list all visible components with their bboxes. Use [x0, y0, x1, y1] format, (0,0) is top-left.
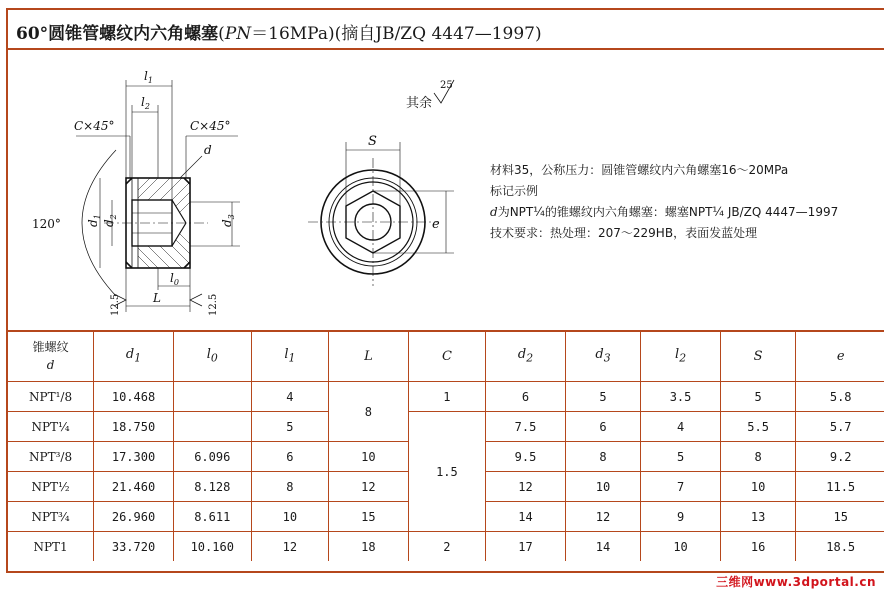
cell-e: 18.5	[796, 532, 884, 562]
cell-d1: 18.750	[94, 412, 174, 442]
cell-l2: 10	[641, 532, 721, 562]
cell-S: 16	[720, 532, 796, 562]
cell-d3: 6	[565, 412, 641, 442]
label-chamfer-left: C×45°	[74, 119, 115, 133]
cell-l0: 8.128	[173, 472, 251, 502]
header-l0: $l_0$	[173, 331, 251, 382]
spec-marking-example: d为NPT¼的锥螺纹内六角螺塞：螺塞NPT¼ JB/ZQ 4447—1997	[490, 205, 839, 219]
spec-material: 材料35，公称压力：圆锥管螺纹内六角螺塞16～20MPa	[490, 163, 789, 177]
cell-S: 13	[720, 502, 796, 532]
label-angle: 120°	[32, 217, 61, 231]
table-row	[8, 532, 884, 562]
cell-d2: 14	[486, 502, 566, 532]
cell-thread: NPT¾	[8, 502, 94, 532]
header-d1: $d_1$	[94, 331, 174, 382]
label-rough-right: 12.5	[208, 293, 219, 316]
cell-thread: NPT³/8	[8, 442, 94, 472]
spec-marking-title: 标记示例	[490, 184, 539, 198]
cell-L: 18	[329, 532, 409, 562]
header-l2: $l_2$	[641, 331, 721, 382]
cell-e: 9.2	[796, 442, 884, 472]
label-L: L	[153, 291, 161, 305]
cell-e: 15	[796, 502, 884, 532]
cell-thread: NPT1	[8, 532, 94, 562]
cell-d1: 10.468	[94, 382, 174, 412]
cell-L: 10	[329, 442, 409, 472]
table-row	[8, 382, 884, 412]
cell-thread: NPT½	[8, 472, 94, 502]
cell-e: 5.7	[796, 412, 884, 442]
cell-e: 11.5	[796, 472, 884, 502]
label-rough-left: 12.5	[110, 293, 121, 316]
cell-l2: 3.5	[641, 382, 721, 412]
page-title: 60°圆锥管螺纹内六角螺塞(PN＝16MPa)(摘自JB/ZQ 4447—1997)	[16, 24, 542, 44]
cell-d2: 12	[486, 472, 566, 502]
technical-drawing	[8, 50, 884, 332]
side-view-labels	[32, 69, 236, 316]
cell-C: 1	[408, 382, 486, 412]
table-header-row	[8, 331, 884, 382]
header-d2: $d_2$	[486, 331, 566, 382]
label-l1: $l_1$	[144, 69, 153, 85]
header-thread: 锥螺纹 d	[8, 331, 94, 382]
cell-l2: 4	[641, 412, 721, 442]
cell-d1: 21.460	[94, 472, 174, 502]
label-chamfer-right: C×45°	[190, 119, 231, 133]
header-l1: $l_1$	[251, 331, 329, 382]
cell-d3: 14	[565, 532, 641, 562]
cell-d2: 7.5	[486, 412, 566, 442]
cell-l0: 8.611	[173, 502, 251, 532]
cell-d1: 26.960	[94, 502, 174, 532]
watermark: 三维网www.3dportal.cn	[716, 575, 876, 589]
cell-l2: 7	[641, 472, 721, 502]
header-L: L	[329, 331, 409, 382]
cell-thread: NPT¼	[8, 412, 94, 442]
document-frame	[6, 8, 884, 573]
cell-l2: 9	[641, 502, 721, 532]
cell-l0: 6.096	[173, 442, 251, 472]
cell-l1: 4	[251, 382, 329, 412]
cell-l1: 8	[251, 472, 329, 502]
cell-d2: 17	[486, 532, 566, 562]
spec-tech-req: 技术要求：热处理：207～229HB，表面发蓝处理	[490, 226, 758, 240]
cell-S: 10	[720, 472, 796, 502]
label-d3: $d_3$	[220, 214, 236, 227]
roughness-value: 25	[440, 80, 453, 91]
cell-S: 5	[720, 382, 796, 412]
roughness-note-text: 其余	[406, 96, 433, 111]
cell-l1: 6	[251, 442, 329, 472]
label-d2: $d_2$	[102, 214, 118, 227]
cell-thread: NPT¹/8	[8, 382, 94, 412]
label-l0: $l_0$	[170, 271, 179, 287]
label-e: e	[432, 217, 440, 232]
cell-C: 2	[408, 532, 486, 562]
header-d3: $d_3$	[565, 331, 641, 382]
cell-d3: 10	[565, 472, 641, 502]
side-section-view	[76, 80, 240, 312]
end-view	[308, 142, 454, 286]
label-d: d	[204, 143, 212, 157]
cell-d3: 5	[565, 382, 641, 412]
cell-d1: 33.720	[94, 532, 174, 562]
cell-d1: 17.300	[94, 442, 174, 472]
cell-L: 12	[329, 472, 409, 502]
cell-e: 5.8	[796, 382, 884, 412]
cell-l0	[173, 412, 251, 442]
cell-S: 5.5	[720, 412, 796, 442]
cell-C: 1.5	[408, 412, 486, 532]
dimension-table	[8, 330, 884, 561]
label-l2: $l_2$	[141, 95, 150, 111]
cell-l1: 5	[251, 412, 329, 442]
cell-S: 8	[720, 442, 796, 472]
cell-l1: 12	[251, 532, 329, 562]
cell-L: 15	[329, 502, 409, 532]
header-C: C	[408, 331, 486, 382]
spec-block	[490, 160, 838, 244]
cell-d3: 12	[565, 502, 641, 532]
cell-l1: 10	[251, 502, 329, 532]
cell-l0: 10.160	[173, 532, 251, 562]
cell-L: 8	[329, 382, 409, 442]
cell-l0	[173, 382, 251, 412]
header-S: S	[720, 331, 796, 382]
cell-d2: 9.5	[486, 442, 566, 472]
header-e: e	[796, 331, 884, 382]
table-row	[8, 412, 884, 442]
cell-d3: 8	[565, 442, 641, 472]
label-d1: $d_1$	[86, 214, 102, 227]
cell-d2: 6	[486, 382, 566, 412]
title-row	[8, 10, 884, 50]
cell-l2: 5	[641, 442, 721, 472]
label-S: S	[368, 134, 377, 149]
